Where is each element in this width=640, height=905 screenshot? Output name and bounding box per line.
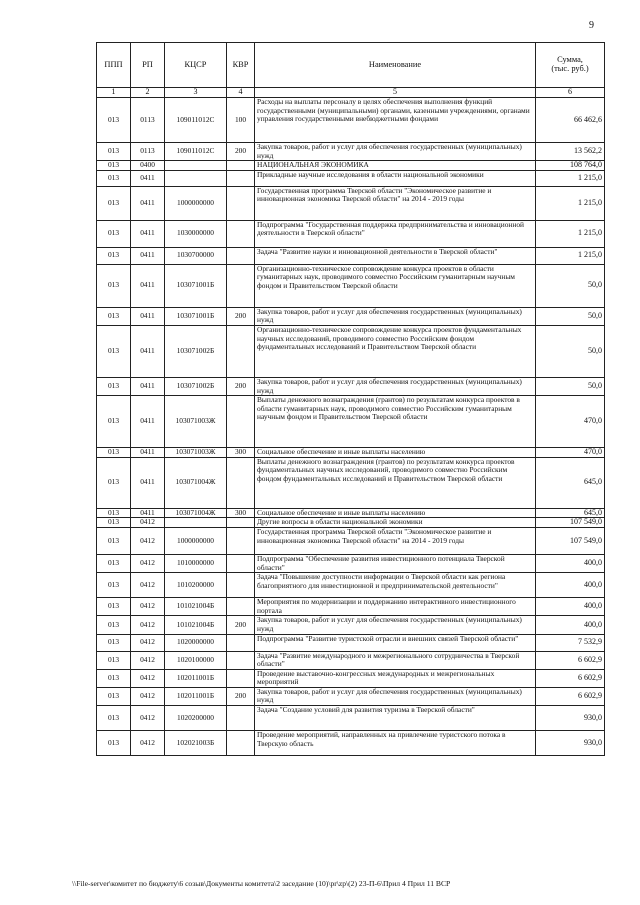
cell-rp: 0412 xyxy=(131,518,165,528)
cell-rp: 0400 xyxy=(131,161,165,171)
cell-kvr xyxy=(227,706,255,731)
table-row xyxy=(97,527,605,554)
cell-sum: 400,0 xyxy=(536,554,605,572)
cell-kvr: 200 xyxy=(227,143,255,161)
table-row xyxy=(97,598,605,616)
cell-name: Выплаты денежного вознаграждения (грантов) по результатам конкурса проектов фундаментальных научных исследований, проводимого совместно Российским фондом фундаментальных исследований и Правительством Тверской области xyxy=(255,457,536,508)
cell-ppp: 013 xyxy=(97,457,131,508)
table-row xyxy=(97,573,605,598)
cell-kcsr: 1030700000 xyxy=(165,247,227,264)
cell-sum: 66 462,6 xyxy=(536,98,605,143)
cell-ppp: 013 xyxy=(97,143,131,161)
cell-kvr xyxy=(227,457,255,508)
cell-kcsr: 1030000000 xyxy=(165,220,227,247)
cell-name: Закупка товаров, работ и услуг для обеспечения государственных (муниципальных) нужд xyxy=(255,687,536,705)
cell-kvr: 200 xyxy=(227,307,255,325)
cell-rp: 0411 xyxy=(131,264,165,307)
cell-kcsr: 1020100000 xyxy=(165,651,227,669)
cell-name: Государственная программа Тверской области "Экономическое развитие и инновационная экономика Тверской области" на 2014 - 2019 годы xyxy=(255,186,536,220)
cell-ppp: 013 xyxy=(97,448,131,458)
cell-rp: 0411 xyxy=(131,325,165,377)
table-row xyxy=(97,731,605,756)
cell-kvr xyxy=(227,731,255,756)
cell-kcsr: 103071001Б xyxy=(165,307,227,325)
cell-sum: 50,0 xyxy=(536,264,605,307)
column-index: 1 xyxy=(97,88,131,98)
budget-table xyxy=(96,42,605,756)
cell-name: Государственная программа Тверской области "Экономическое развитие и инновационная экономика Тверской области" на 2014 - 2019 годы xyxy=(255,527,536,554)
cell-ppp: 013 xyxy=(97,307,131,325)
cell-name: Расходы на выплаты персоналу в целях обеспечения выполнения функций государственными (муниципальными) органами, казенными учреждениями, органами управления государственными внебюджетными фондами xyxy=(255,98,536,143)
cell-rp: 0412 xyxy=(131,651,165,669)
table-row xyxy=(97,518,605,528)
cell-kvr xyxy=(227,554,255,572)
cell-name: Задача "Повышение доступности информации о Тверской области как региона благоприятного для инвестиционной и предпринимательской деятельности" xyxy=(255,573,536,598)
column-index: 3 xyxy=(165,88,227,98)
cell-kvr xyxy=(227,669,255,687)
cell-ppp: 013 xyxy=(97,264,131,307)
column-index: 2 xyxy=(131,88,165,98)
cell-kvr xyxy=(227,598,255,616)
cell-name: Организационно-техническое сопровождение конкурса проектов фундаментальных научных исследований, проводимого совместно Российским фондом фундаментальных исследований и Правительством Тверской области xyxy=(255,325,536,377)
cell-rp: 0412 xyxy=(131,527,165,554)
cell-sum: 7 532,9 xyxy=(536,634,605,651)
cell-sum: 930,0 xyxy=(536,706,605,731)
cell-rp: 0412 xyxy=(131,616,165,634)
cell-rp: 0411 xyxy=(131,457,165,508)
header-kvr: КВР xyxy=(227,43,255,88)
cell-ppp: 013 xyxy=(97,634,131,651)
cell-ppp: 013 xyxy=(97,161,131,171)
cell-rp: 0412 xyxy=(131,598,165,616)
cell-sum: 400,0 xyxy=(536,573,605,598)
cell-kvr: 300 xyxy=(227,448,255,458)
cell-name: Проведение выставочно-конгрессных международных и межрегиональных мероприятий xyxy=(255,669,536,687)
cell-sum: 6 602,9 xyxy=(536,651,605,669)
table-row xyxy=(97,396,605,448)
cell-ppp: 013 xyxy=(97,527,131,554)
table-row xyxy=(97,616,605,634)
cell-kvr xyxy=(227,573,255,598)
cell-rp: 0411 xyxy=(131,508,165,518)
cell-name: Выплаты денежного вознаграждения (грантов) по результатам конкурса проектов в области гуманитарных наук, проводимого совместно Российским гуманитарным научным фондом и Правительством Тверской области xyxy=(255,396,536,448)
cell-sum: 470,0 xyxy=(536,396,605,448)
cell-sum: 50,0 xyxy=(536,377,605,395)
cell-ppp: 013 xyxy=(97,554,131,572)
table-row xyxy=(97,186,605,220)
column-index: 4 xyxy=(227,88,255,98)
cell-sum: 400,0 xyxy=(536,616,605,634)
cell-ppp: 013 xyxy=(97,687,131,705)
cell-sum: 1 215,0 xyxy=(536,247,605,264)
cell-kcsr: 102021003Б xyxy=(165,731,227,756)
cell-name: Прикладные научные исследования в области национальной экономики xyxy=(255,170,536,186)
header-kcsr: КЦСР xyxy=(165,43,227,88)
table-row xyxy=(97,651,605,669)
table-row xyxy=(97,170,605,186)
cell-kvr xyxy=(227,161,255,171)
cell-name: Мероприятия по модернизации и поддержанию интерактивного инвестиционного портала xyxy=(255,598,536,616)
cell-kcsr: 1000000000 xyxy=(165,186,227,220)
cell-kvr xyxy=(227,634,255,651)
cell-ppp: 013 xyxy=(97,731,131,756)
cell-kvr xyxy=(227,527,255,554)
cell-kvr: 300 xyxy=(227,508,255,518)
cell-rp: 0411 xyxy=(131,170,165,186)
cell-ppp: 013 xyxy=(97,325,131,377)
cell-ppp: 013 xyxy=(97,598,131,616)
table-row xyxy=(97,264,605,307)
cell-sum: 108 764,0 xyxy=(536,161,605,171)
cell-ppp: 013 xyxy=(97,220,131,247)
cell-name: Подпрограмма "Развитие туристской отрасли и внешних связей Тверской области" xyxy=(255,634,536,651)
cell-kcsr: 101021004Б xyxy=(165,598,227,616)
cell-kvr: 200 xyxy=(227,377,255,395)
cell-kcsr: 103071001Б xyxy=(165,264,227,307)
table-row xyxy=(97,706,605,731)
cell-kcsr: 1010200000 xyxy=(165,573,227,598)
cell-name: НАЦИОНАЛЬНАЯ ЭКОНОМИКА xyxy=(255,161,536,171)
cell-name: Организационно-техническое сопровождение конкурса проектов в области гуманитарных наук, проводимого совместно Российским гуманитарным научным фондом и Правительством Тверской области xyxy=(255,264,536,307)
cell-rp: 0411 xyxy=(131,307,165,325)
cell-sum: 6 602,9 xyxy=(536,687,605,705)
table-row xyxy=(97,634,605,651)
cell-name: Задача "Развитие международного и межрегионального сотрудничества в Тверской области" xyxy=(255,651,536,669)
table-row xyxy=(97,508,605,518)
cell-name: Подпрограмма "Обеспечение развития инвестиционного потенциала Тверской области" xyxy=(255,554,536,572)
cell-rp: 0412 xyxy=(131,573,165,598)
file-path-footer: \\File-server\комитет по бюджету\6 созыв\Документы комитета\2 заседание (10)\pr\zp\(2) 23-П-6\Прил 4 Прил 11 ВСР xyxy=(72,879,451,888)
cell-sum: 1 215,0 xyxy=(536,220,605,247)
cell-rp: 0113 xyxy=(131,143,165,161)
cell-rp: 0412 xyxy=(131,706,165,731)
cell-sum: 50,0 xyxy=(536,307,605,325)
cell-kcsr: 103071002Б xyxy=(165,325,227,377)
cell-kvr xyxy=(227,264,255,307)
cell-sum: 107 549,0 xyxy=(536,518,605,528)
cell-name: Закупка товаров, работ и услуг для обеспечения государственных (муниципальных) нужд xyxy=(255,377,536,395)
cell-name: Подпрограмма "Государственная поддержка предпринимательства и инновационной деятельности в Тверской области" xyxy=(255,220,536,247)
table-row xyxy=(97,220,605,247)
table-row xyxy=(97,161,605,171)
cell-kvr xyxy=(227,220,255,247)
cell-kcsr: 102011001Б xyxy=(165,687,227,705)
header-sum: Сумма, (тыс. руб.) xyxy=(536,43,605,88)
table-row xyxy=(97,669,605,687)
cell-rp: 0113 xyxy=(131,98,165,143)
column-index: 5 xyxy=(255,88,536,98)
cell-rp: 0411 xyxy=(131,247,165,264)
cell-kcsr: 1020000000 xyxy=(165,634,227,651)
cell-sum: 107 549,0 xyxy=(536,527,605,554)
cell-kcsr: 102011001Б xyxy=(165,669,227,687)
page-number: 9 xyxy=(589,20,594,31)
cell-ppp: 013 xyxy=(97,616,131,634)
header-ppp: ППП xyxy=(97,43,131,88)
cell-ppp: 013 xyxy=(97,706,131,731)
cell-ppp: 013 xyxy=(97,186,131,220)
cell-kcsr: 103071003Ж xyxy=(165,448,227,458)
cell-kcsr: 1000000000 xyxy=(165,527,227,554)
header-rp: РП xyxy=(131,43,165,88)
cell-ppp: 013 xyxy=(97,396,131,448)
cell-kvr: 100 xyxy=(227,98,255,143)
cell-kcsr: 109011012С xyxy=(165,98,227,143)
cell-rp: 0412 xyxy=(131,634,165,651)
cell-ppp: 013 xyxy=(97,98,131,143)
table-row xyxy=(97,247,605,264)
cell-name: Проведение мероприятий, направленных на привлечение туристского потока в Тверскую область xyxy=(255,731,536,756)
cell-sum: 13 562,2 xyxy=(536,143,605,161)
cell-kcsr: 1010000000 xyxy=(165,554,227,572)
cell-rp: 0412 xyxy=(131,669,165,687)
cell-kcsr: 103071002Б xyxy=(165,377,227,395)
cell-kcsr xyxy=(165,170,227,186)
cell-ppp: 013 xyxy=(97,377,131,395)
table-row xyxy=(97,98,605,143)
cell-rp: 0411 xyxy=(131,396,165,448)
table-body xyxy=(97,98,605,756)
cell-kcsr: 103071004Ж xyxy=(165,508,227,518)
table-header-row xyxy=(97,43,605,88)
cell-kcsr: 103071003Ж xyxy=(165,396,227,448)
cell-sum: 470,0 xyxy=(536,448,605,458)
cell-kcsr xyxy=(165,518,227,528)
cell-rp: 0412 xyxy=(131,731,165,756)
cell-ppp: 013 xyxy=(97,651,131,669)
cell-rp: 0411 xyxy=(131,377,165,395)
cell-kvr xyxy=(227,186,255,220)
cell-kvr: 200 xyxy=(227,687,255,705)
column-index: 6 xyxy=(536,88,605,98)
cell-name: Задача "Развитие науки и инновационной деятельности в Тверской области" xyxy=(255,247,536,264)
cell-name: Задача "Создание условий для развития туризма в Тверской области" xyxy=(255,706,536,731)
cell-ppp: 013 xyxy=(97,508,131,518)
cell-rp: 0412 xyxy=(131,687,165,705)
table-row xyxy=(97,554,605,572)
cell-name: Закупка товаров, работ и услуг для обеспечения государственных (муниципальных) нужд xyxy=(255,143,536,161)
table-row xyxy=(97,307,605,325)
cell-ppp: 013 xyxy=(97,573,131,598)
cell-ppp: 013 xyxy=(97,170,131,186)
cell-name: Социальное обеспечение и иные выплаты населению xyxy=(255,448,536,458)
cell-sum: 930,0 xyxy=(536,731,605,756)
cell-sum: 1 215,0 xyxy=(536,170,605,186)
cell-ppp: 013 xyxy=(97,518,131,528)
cell-name: Закупка товаров, работ и услуг для обеспечения государственных (муниципальных) нужд xyxy=(255,307,536,325)
table-row xyxy=(97,457,605,508)
cell-sum: 1 215,0 xyxy=(536,186,605,220)
cell-name: Другие вопросы в области национальной экономики xyxy=(255,518,536,528)
table-row xyxy=(97,377,605,395)
cell-name: Закупка товаров, работ и услуг для обеспечения государственных (муниципальных) нужд xyxy=(255,616,536,634)
cell-rp: 0412 xyxy=(131,554,165,572)
cell-kvr xyxy=(227,518,255,528)
cell-kcsr: 109011012С xyxy=(165,143,227,161)
cell-ppp: 013 xyxy=(97,247,131,264)
table-row xyxy=(97,143,605,161)
header-name: Наименование xyxy=(255,43,536,88)
cell-sum: 645,0 xyxy=(536,508,605,518)
cell-rp: 0411 xyxy=(131,448,165,458)
cell-kvr xyxy=(227,325,255,377)
cell-rp: 0411 xyxy=(131,220,165,247)
table-row xyxy=(97,448,605,458)
cell-kvr xyxy=(227,247,255,264)
cell-sum: 400,0 xyxy=(536,598,605,616)
cell-kcsr: 1020200000 xyxy=(165,706,227,731)
column-index-row xyxy=(97,88,605,98)
cell-rp: 0411 xyxy=(131,186,165,220)
cell-sum: 645,0 xyxy=(536,457,605,508)
cell-kvr xyxy=(227,651,255,669)
table-row xyxy=(97,687,605,705)
cell-kvr xyxy=(227,396,255,448)
cell-kvr xyxy=(227,170,255,186)
cell-sum: 50,0 xyxy=(536,325,605,377)
cell-kvr: 200 xyxy=(227,616,255,634)
cell-kcsr: 103071004Ж xyxy=(165,457,227,508)
cell-kcsr xyxy=(165,161,227,171)
cell-sum: 6 602,9 xyxy=(536,669,605,687)
cell-ppp: 013 xyxy=(97,669,131,687)
cell-name: Социальное обеспечение и иные выплаты населению xyxy=(255,508,536,518)
cell-kcsr: 101021004Б xyxy=(165,616,227,634)
table-row xyxy=(97,325,605,377)
